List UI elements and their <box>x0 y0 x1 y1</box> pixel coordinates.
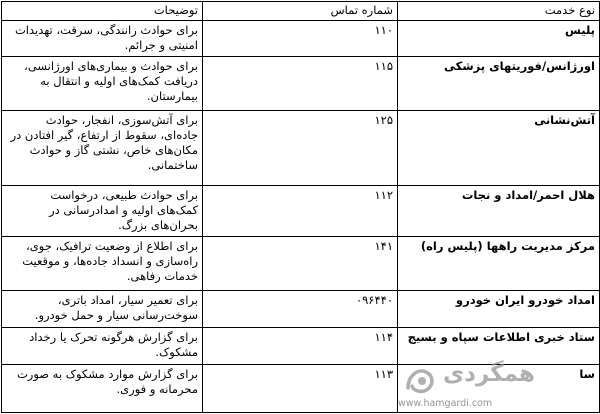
contact-number-cell: ۱۱۰ <box>203 21 398 57</box>
service-type-cell: هلال احمر/امداد و نجات <box>398 186 600 237</box>
watermark-brand-text: همگردی <box>443 361 535 387</box>
contact-number-cell: ۱۱۳ <box>203 364 398 412</box>
contact-number-cell: ۱۴۱ <box>203 237 398 291</box>
service-type-cell: مرکز مدیریت راهها (پلیس راه) <box>398 237 600 291</box>
service-type-cell: ستاد خبری اطلاعات سپاه و بسیج <box>398 328 600 365</box>
service-type-cell: پلیس <box>398 21 600 57</box>
service-type-cell: اورژانس/فوریتهای پزشکی <box>398 56 600 110</box>
description-cell: برای گزارش هرگونه تحرک یا رخداد مشکوک. <box>2 328 203 365</box>
contact-number-cell: ۰۹۶۴۴۰ <box>203 291 398 328</box>
table-row <box>2 237 600 291</box>
service-type-cell: آتش‌نشانی <box>398 110 600 186</box>
description-cell: برای حوادث رانندگی، سرقت، تهدیدات امنیتی و جرائم. <box>2 21 203 57</box>
description-cell: برای حوادث و بیماری‌های اورژانسی، دریافت کمک‌های اولیه و انتقال به بیمارستان. <box>2 56 203 110</box>
contact-number-cell: ۱۱۲ <box>203 186 398 237</box>
description-cell: برای گزارش موارد مشکوک به صورت محرمانه و فوری. <box>2 364 203 412</box>
table-row <box>2 110 600 186</box>
table-row <box>2 328 600 365</box>
header-service-type: نوع خدمت <box>398 2 600 21</box>
description-cell: برای تعمیر سیار، امداد باتری، سوخت‌رسانی سیار و حمل خودرو. <box>2 291 203 328</box>
table-row <box>2 364 600 412</box>
table-row <box>2 186 600 237</box>
service-type-cell: سا <box>398 364 600 412</box>
table-row <box>2 56 600 110</box>
header-contact-number: شماره تماس <box>203 2 398 21</box>
table-row <box>2 291 600 328</box>
table-header-row <box>2 2 600 21</box>
description-cell: برای حوادث طبیعی، درخواست کمک‌های اولیه و امدادرسانی در بحران‌های بزرگ. <box>2 186 203 237</box>
description-cell: برای آتش‌سوزی، انفجار، حوادث جاده‌ای، سقوط از ارتفاع، گیر افتادن در مکان‌های خاص، نشتی گاز و حوادث ساختمانی. <box>2 110 203 186</box>
table-row <box>2 21 600 57</box>
header-description: توضیحات <box>2 2 203 21</box>
service-type-cell: امداد خودرو ایران خودرو <box>398 291 600 328</box>
watermark-url: www.hamgardi.com <box>398 398 493 409</box>
contact-number-cell: ۱۱۵ <box>203 56 398 110</box>
description-cell: برای اطلاع از وضعیت ترافیک، جوی، راه‌سازی و انسداد جاده‌ها، و موقعیت خدمات رفاهی. <box>2 237 203 291</box>
emergency-services-table <box>1 1 600 413</box>
contact-number-cell: ۱۲۵ <box>203 110 398 186</box>
contact-number-cell: ۱۱۴ <box>203 328 398 365</box>
